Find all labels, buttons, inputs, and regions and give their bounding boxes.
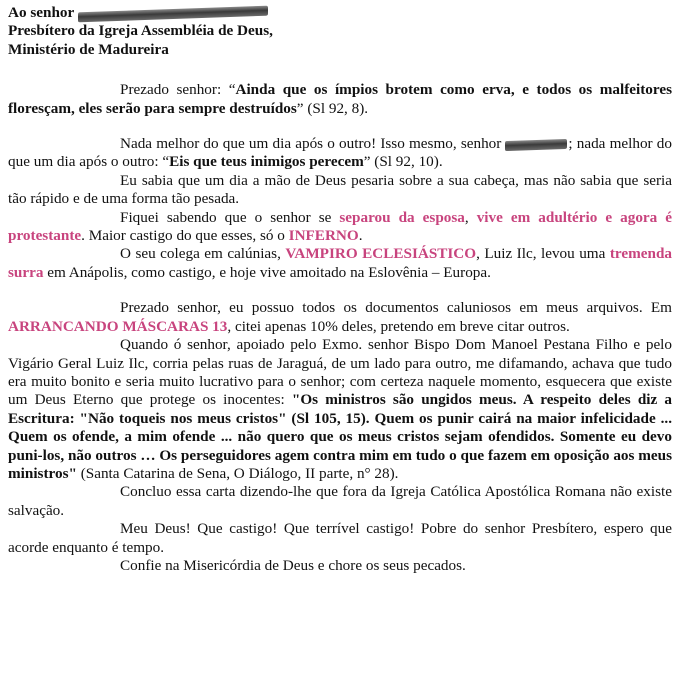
paragraph-8: Concluo essa carta dizendo-lhe que fora da Igreja Católica Apostólica Romana não existe salvação.	[8, 483, 672, 519]
paragraph-3: Eu sabia que um dia a mão de Deus pesaria sobre a sua cabeça, mas não sabia que seria tão rápido e de uma forma tão pesada.	[8, 171, 672, 208]
recipient-salutation: Ao senhor	[8, 4, 75, 21]
paragraph-9: Meu Deus! Que castigo! Que terrível castigo! Pobre do senhor Presbítero, espero que acorde enquanto é tempo.	[8, 520, 672, 556]
letter-header	[8, 4, 672, 59]
highlight-adulterio: vive em adultério e agora é protestante	[8, 208, 673, 245]
highlight-surra: tremenda surra	[8, 245, 672, 281]
recipient-title: Presbítero da Igreja Assembléia de Deus,	[8, 22, 273, 40]
paragraph-6: Prezado senhor, eu possuo todos os documentos caluniosos em meus arquivos. Em ARRANCANDO MÁSCARAS 13, citei apenas 10% deles, pretendo em breve citar outros.	[8, 299, 672, 335]
psalm-quote-1: Ainda que os ímpios brotem como erva, e todos os malfeitores floresçam, eles serão para sempre destruídos	[8, 81, 672, 117]
paragraph-7: Quando ó senhor, apoiado pelo Exmo. senhor Bispo Dom Manoel Pestana Filho e pelo Vigário Geral Luiz Ilc, corria pelas ruas de Jaraguá, de um lado para outro, me difamando, achava que tudo era muito bonito e seria muito lucrativo para o senhor; com certeza naquele momento, esquecera que existe um Deus Eterno que protege os inocentes: "Os ministros são ungidos meus. A respeito deles diz a Escritura: "Não toqueis nos meus cristos" (Sl 105, 15). Quem os punir cairá na maior infelicidade ... Quem os ofende, a mim ofende ... não quero que os meus cristos sejam ofendidos. Somente eu devo puni-los, não outros … Os perseguidores agem contra mim em tudo o que fazem em oposição aos meus ministros" (Santa Catarina de Sena, O Diálogo, II parte, n° 28).	[8, 336, 672, 482]
psalm-quote-2: Eis que teus inimigos perecem	[169, 153, 364, 171]
paragraph-2: Nada melhor do que um dia após o outro! Isso mesmo, senhor ; nada melhor do que um dia após o outro: “Eis que teus inimigos perecem” (Sl 92, 10).	[8, 135, 672, 171]
paragraph-10: Confie na Misericórdia de Deus e chore os seus pecados.	[120, 556, 466, 574]
redacted-name	[78, 5, 268, 22]
highlight-arrancando: ARRANCANDO MÁSCARAS 13	[8, 317, 228, 335]
paragraph-5: O seu colega em calúnias, VAMPIRO ECLESIÁSTICO, Luiz Ilc, levou uma tremenda surra em Anápolis, como castigo, e hoje vive amoitado na Eslovênia – Europa.	[8, 245, 672, 281]
recipient-ministry: Ministério de Madureira	[8, 40, 169, 58]
highlight-vampiro: VAMPIRO ECLESIÁSTICO	[285, 245, 477, 263]
recipient-line	[8, 4, 672, 22]
paragraph-1: Prezado senhor: “Ainda que os ímpios brotem como erva, e todos os malfeitores floresçam, eles serão para sempre destruídos” (Sl 92, 8).	[8, 81, 672, 117]
highlight-inferno: INFERNO	[288, 227, 359, 245]
catarina-quote: "Os ministros são ungidos meus. A respeito deles diz a Escritura: "Não toqueis nos meus cristos" (Sl 105, 15). Quem os punir cairá na maior infelicidade ... Quem os ofende, a mim ofende ... não quero que os meus cristos sejam ofendidos. Somente eu devo puni-los, não outros … Os perseguidores agem contra mim em tudo o que fazem em oposição aos meus ministros"	[8, 391, 672, 482]
highlight-separou: separou da esposa	[339, 208, 465, 226]
redacted-name-2	[505, 138, 567, 150]
paragraph-4: Fiquei sabendo que o senhor se separou da esposa, vive em adultério e agora é protestante. Maior castigo do que esses, só o INFERNO.	[8, 208, 673, 245]
